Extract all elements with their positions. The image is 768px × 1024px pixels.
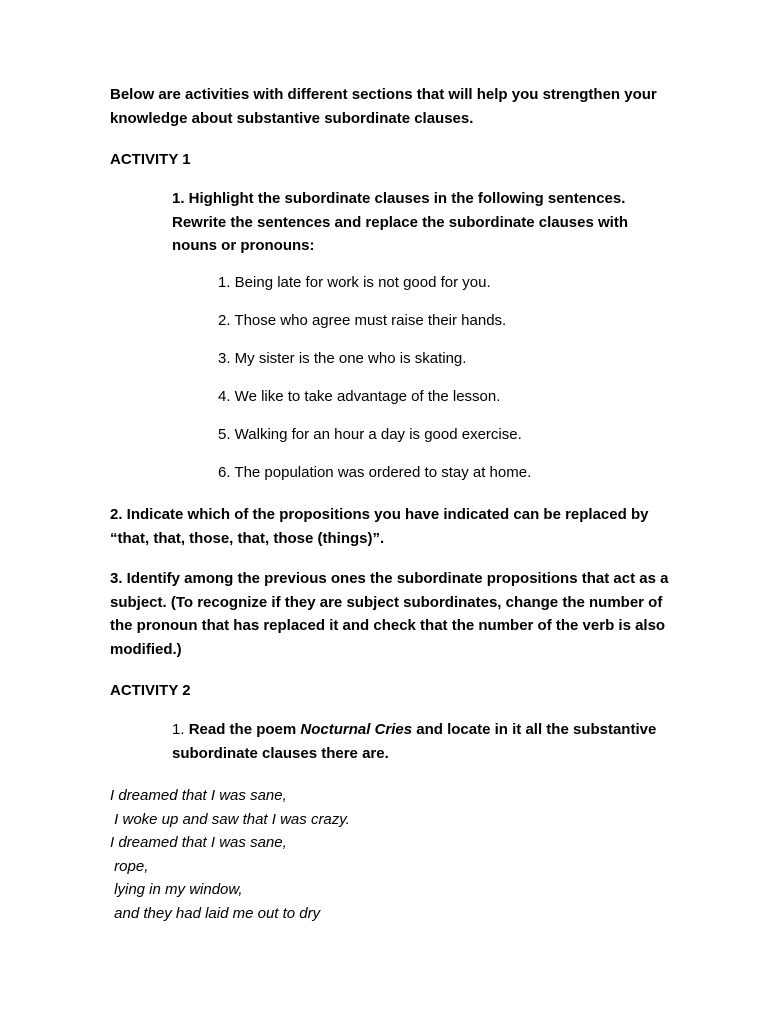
task-number: 1. [172, 721, 185, 738]
sentence-item: 1. Being late for work is not good for you. [218, 274, 491, 291]
activity-1-task-3: 3. Identify among the previous ones the subordinate propositions that act as a subject. (To recognize if they are subject subordinates, change the number of the pronoun that has replaced it and check that the number of the verb is also modified.) [110, 570, 669, 658]
poem-line: and they had laid me out to dry [110, 904, 321, 922]
sentence-item: 2. Those who agree must raise their hands. [218, 312, 507, 329]
sentence-item: 4. We like to take advantage of the lesson. [218, 388, 501, 405]
poem-line: rope, [110, 857, 149, 875]
poem-line: I dreamed that I was sane, [110, 834, 287, 851]
activity-2-task-1 [172, 718, 672, 765]
sentence-item: 3. My sister is the one who is skating. [218, 350, 467, 367]
poem [110, 784, 510, 925]
task-text-pre: Read the poem [188, 721, 297, 738]
poem-title: Nocturnal Cries [300, 721, 413, 738]
poem-line: I dreamed that I was sane, [110, 787, 287, 804]
activity-2-heading: ACTIVITY 2 [110, 682, 191, 699]
poem-line: lying in my window, [110, 881, 243, 898]
sentence-item: 6. The population was ordered to stay at home. [218, 464, 532, 481]
activity-1-heading: ACTIVITY 1 [110, 151, 191, 168]
sentence-item: 5. Walking for an hour a day is good exercise. [218, 426, 522, 443]
activity-1-task-2: 2. Indicate which of the propositions you have indicated can be replaced by “that, that, those, that, those (things)”. [110, 506, 649, 547]
task-text-post: and locate in it all the substantive subordinate clauses there are. [172, 721, 657, 762]
activity-1-task-1: 1. Highlight the subordinate clauses in the following sentences. Rewrite the sentences and replace the subordinate clauses with nouns or pronouns: [172, 190, 628, 254]
poem-line: I woke up and saw that I was crazy. [110, 810, 350, 828]
intro-paragraph: Below are activities with different sections that will help you strengthen your knowledge about substantive subordinate clauses. [110, 86, 657, 127]
